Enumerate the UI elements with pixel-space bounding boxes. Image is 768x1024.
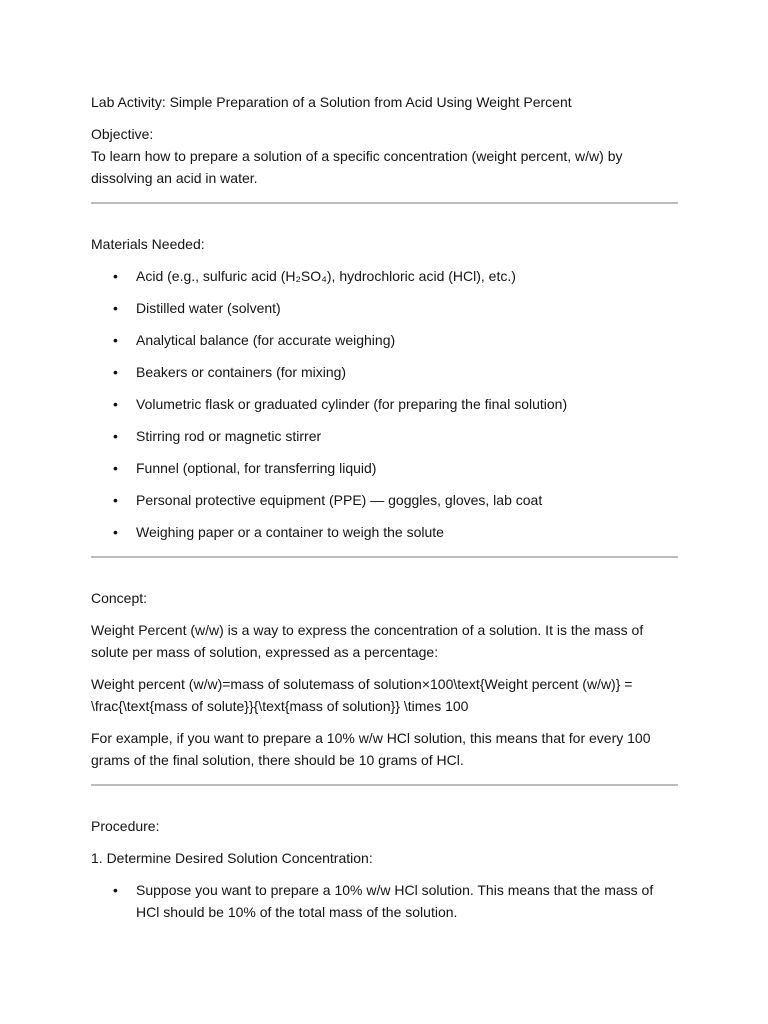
bullet-icon: • bbox=[113, 460, 118, 476]
list-item bbox=[91, 521, 678, 543]
bullet-icon: • bbox=[113, 300, 118, 316]
list-item-text: Funnel (optional, for transferring liquid) bbox=[136, 460, 377, 476]
bullet-icon: • bbox=[113, 364, 118, 380]
bullet-icon: • bbox=[113, 492, 118, 508]
section-divider bbox=[91, 784, 678, 786]
list-item-text: Acid (e.g., sulfuric acid (H₂SO₄), hydrochloric acid (HCl), etc.) bbox=[136, 268, 516, 284]
objective-section bbox=[91, 123, 678, 189]
list-item bbox=[91, 457, 678, 479]
list-item bbox=[91, 297, 678, 319]
bullet-icon: • bbox=[113, 428, 118, 444]
procedure-section bbox=[91, 815, 678, 923]
list-item-text: Volumetric flask or graduated cylinder (for preparing the final solution) bbox=[136, 396, 568, 412]
list-item bbox=[91, 879, 678, 923]
bullet-icon: • bbox=[113, 882, 118, 898]
list-item-text: Beakers or containers (for mixing) bbox=[136, 364, 347, 380]
list-item-text: Stirring rod or magnetic stirrer bbox=[136, 428, 322, 444]
list-item bbox=[91, 265, 678, 287]
list-item bbox=[91, 361, 678, 383]
list-item-text: Analytical balance (for accurate weighing) bbox=[136, 332, 396, 348]
procedure-heading: Procedure: bbox=[91, 818, 160, 834]
objective-text: To learn how to prepare a solution of a specific concentration (weight percent, w/w) by dissolving an acid in water. bbox=[91, 148, 623, 186]
objective-heading: Objective: bbox=[91, 126, 154, 142]
document-title: Lab Activity: Simple Preparation of a Solution from Acid Using Weight Percent bbox=[91, 94, 572, 110]
bullet-icon: • bbox=[113, 396, 118, 412]
list-item-text: Personal protective equipment (PPE) — goggles, gloves, lab coat bbox=[136, 492, 543, 508]
section-divider bbox=[91, 556, 678, 558]
bullet-icon: • bbox=[113, 268, 118, 284]
list-item bbox=[91, 425, 678, 447]
procedure-step-title: 1. Determine Desired Solution Concentration: bbox=[91, 850, 373, 866]
list-item bbox=[91, 489, 678, 511]
materials-section bbox=[91, 233, 678, 543]
concept-heading: Concept: bbox=[91, 590, 148, 606]
materials-list bbox=[91, 265, 678, 543]
list-item-text: Weighing paper or a container to weigh the solute bbox=[136, 524, 444, 540]
list-item bbox=[91, 393, 678, 415]
section-divider bbox=[91, 202, 678, 204]
bullet-icon: • bbox=[113, 332, 118, 348]
procedure-step-list bbox=[91, 879, 678, 923]
concept-example: For example, if you want to prepare a 10% w/w HCl solution, this means that for every 100 grams of the final solution, there should be 10 grams of HCl. bbox=[91, 730, 651, 768]
list-item-text: Distilled water (solvent) bbox=[136, 300, 281, 316]
materials-heading: Materials Needed: bbox=[91, 236, 205, 252]
list-item-text: Suppose you want to prepare a 10% w/w HCl solution. This means that the mass of HCl should be 10% of the total mass of the solution. bbox=[136, 882, 654, 920]
concept-definition: Weight Percent (w/w) is a way to express the concentration of a solution. It is the mass of solute per mass of solution, expressed as a percentage: bbox=[91, 622, 644, 660]
concept-section bbox=[91, 587, 678, 771]
bullet-icon: • bbox=[113, 524, 118, 540]
concept-formula: Weight percent (w/w)=mass of solutemass of solution×100\text{Weight percent (w/w)} = \frac{\text{mass of solute}}{\text{mass of solution}} \times 100 bbox=[91, 676, 633, 714]
list-item bbox=[91, 329, 678, 351]
